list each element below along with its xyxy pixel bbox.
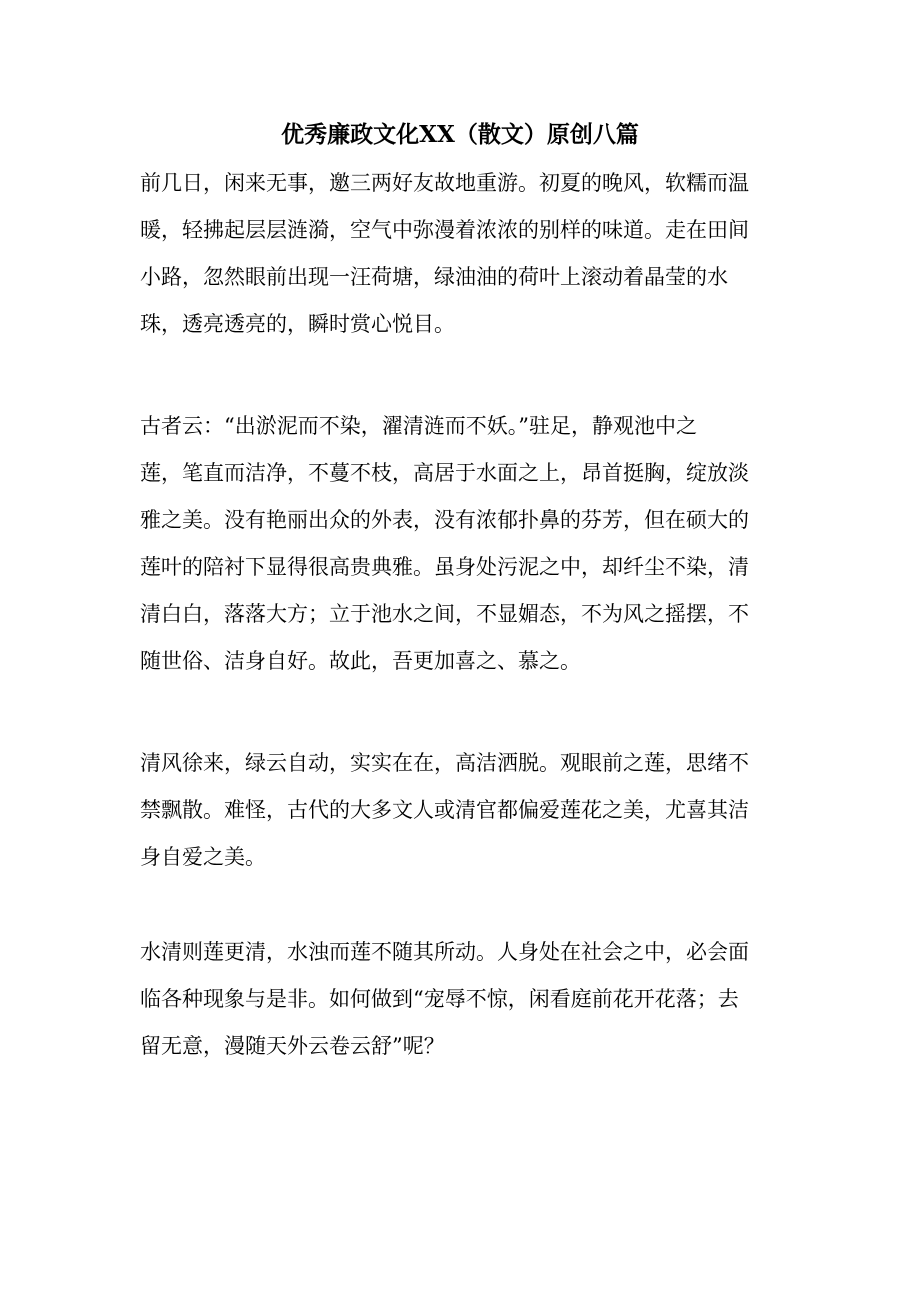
paragraph-line: 雅之美。没有艳丽出众的外表，没有浓郁扑鼻的芬芳，但在硕大的	[140, 508, 749, 532]
paragraph-line: 身自爱之美。	[140, 845, 266, 869]
paragraph-line: 莲，笔直而洁净，不蔓不枝，高居于水面之上，昂首挺胸，绽放淡	[140, 461, 749, 485]
paragraph-4	[140, 929, 780, 1070]
paragraph-line: 随世俗、洁身自好。故此，吾更加喜之、慕之。	[140, 649, 581, 673]
paragraph-line: 珠，透亮透亮的，瞬时赏心悦目。	[140, 312, 455, 336]
paragraph-line: 临各种现象与是非。如何做到“宠辱不惊，闲看庭前花开花落；去	[140, 987, 739, 1011]
document-title: 优秀廉政文化XX（散文）原创八篇	[281, 121, 639, 148]
paragraph-line: 清白白，落落大方；立于池水之间，不显媚态，不为风之摇摆，不	[140, 602, 749, 626]
paragraph-1	[140, 160, 780, 348]
paragraph-line: 暖，轻拂起层层涟漪，空气中弥漫着浓浓的别样的味道。走在田间	[140, 218, 749, 242]
paragraph-line: 莲叶的陪衬下显得很高贵典雅。虽身处污泥之中，却纤尘不染，清	[140, 555, 749, 579]
paragraph-line: 禁飘散。难怪，古代的大多文人或清官都偏爱莲花之美，尤喜其洁	[140, 798, 749, 822]
paragraph-line: 水清则莲更清，水浊而莲不随其所动。人身处在社会之中，必会面	[140, 940, 749, 964]
paragraph-line: 古者云：“出淤泥而不染，濯清涟而不妖。”驻足，静观池中之	[140, 414, 697, 438]
paragraph-line: 前几日，闲来无事，邀三两好友故地重游。初夏的晚风，软糯而温	[140, 171, 749, 195]
paragraph-3	[140, 740, 780, 881]
paragraph-line: 留无意，漫随天外云卷云舒”呢？	[140, 1034, 445, 1058]
paragraph-2	[140, 403, 780, 685]
paragraph-line: 小路，忽然眼前出现一汪荷塘，绿油油的荷叶上滚动着晶莹的水	[140, 265, 728, 289]
paragraph-line: 清风徐来，绿云自动，实实在在，高洁洒脱。观眼前之莲，思绪不	[140, 751, 749, 775]
